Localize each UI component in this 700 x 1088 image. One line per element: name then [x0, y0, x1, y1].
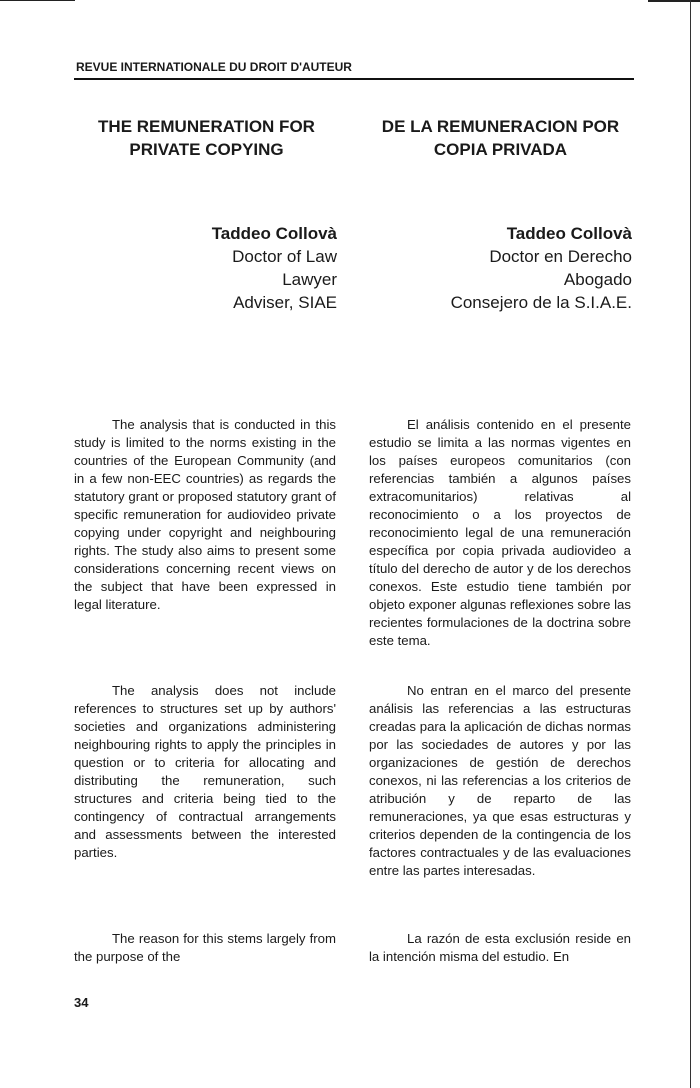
spanish-title	[368, 115, 633, 161]
header-rule	[74, 78, 634, 80]
english-paragraph-3: The reason for this stems largely from the purpose of the	[74, 931, 336, 964]
scan-edge-mark	[648, 0, 700, 2]
spanish-paragraph-2: No entran en el marco del presente análisis las referencias a las estructuras creadas para la aplicación de dichas normas por las sociedades de autores y por las organizaciones de gestión de derechos conexos, ni las referencias a los criterios de atribución y de reparto de las remuneraciones, ya que esas estructuras y criterios dependen de la contingencia de los factores contractuales y de las evaluaciones entre las partes interesadas.	[369, 683, 631, 878]
page-number: 34	[74, 995, 89, 1010]
spanish-title-line-1: DE LA REMUNERACION POR	[381, 117, 620, 136]
english-paragraph-1: The analysis that is conducted in this study is limited to the norms existing in the countries of the European Community (and in a few non-EEC countries) as regards the statutory grant or proposed statutory grant of specific remuneration for audiovideo private copying under copyright and neighbouring rights. The study also aims to present some considerations concerning recent views on the subject that have been expressed in legal literature.	[74, 417, 336, 612]
english-title	[74, 115, 339, 161]
spanish-title-line-2: COPIA PRIVADA	[433, 140, 568, 159]
english-paragraph-2: The analysis does not include references to structures set up by authors' societies and organizations administering neighbouring rights to apply the principles in question or to criteria for allocating and distributing the remuneration, such structures and criteria being tied to the contingency of contractual arrangements and assessments between the interested parties.	[74, 683, 336, 860]
spanish-paragraph-1: El análisis contenido en el presente estudio se limita a las normas vigentes en los países europeos comunitarios (con referencias también a algunos países extracomunitarios) relativas al reconocimiento o a los proyectos de reconocimiento legal de una remuneración específica por copia privada audiovideo a título del derecho de autor y de los derechos conexos. Este estudio tiene también por objeto exponer algunas reflexiones sobre las recientes formulaciones de la doctrina sobre este tema.	[369, 417, 631, 648]
english-title-line-1: THE REMUNERATION FOR	[98, 117, 315, 136]
english-author-position: Adviser, SIAE	[233, 293, 337, 312]
english-author-name: Taddeo Collovà	[211, 224, 337, 243]
spanish-author-profession: Abogado	[563, 270, 632, 289]
spanish-author-position: Consejero de la S.I.A.E.	[450, 293, 632, 312]
spanish-paragraph-3: La razón de esta exclusión reside en la intención misma del estudio. En	[369, 931, 631, 964]
spanish-author-degree: Doctor en Derecho	[489, 247, 632, 266]
running-header: REVUE INTERNATIONALE DU DROIT D'AUTEUR	[76, 60, 352, 74]
english-author-degree: Doctor of Law	[232, 247, 337, 266]
page-edge-line	[690, 0, 691, 1088]
spanish-byline	[367, 222, 632, 314]
spanish-author-name: Taddeo Collovà	[506, 224, 632, 243]
english-author-profession: Lawyer	[282, 270, 337, 289]
english-byline	[72, 222, 337, 314]
english-title-line-2: PRIVATE COPYING	[129, 140, 284, 159]
scan-edge-mark	[0, 0, 75, 1]
